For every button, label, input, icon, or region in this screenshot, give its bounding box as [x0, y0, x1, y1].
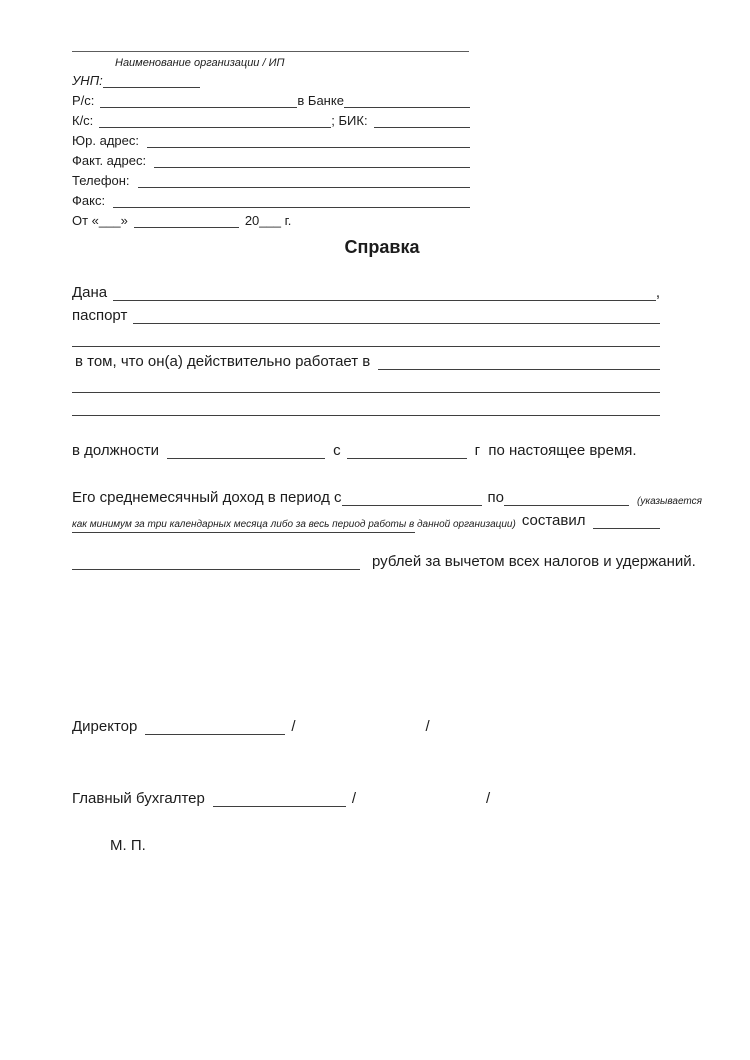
income-note-start: (указывается — [637, 496, 702, 507]
director-slash-1: / — [291, 718, 296, 735]
phone-label: Телефон: — [72, 173, 130, 188]
passport-row — [72, 304, 660, 327]
ks-row — [72, 111, 470, 131]
position-row — [72, 439, 682, 462]
bank-blank — [344, 107, 470, 108]
amount-blank — [593, 528, 660, 529]
phone-row — [72, 171, 470, 191]
ks-label: К/с: — [72, 113, 94, 128]
income-note-row — [72, 509, 660, 532]
actual-address-blank — [154, 167, 470, 168]
income-note-text: как минимум за три календарных месяца либо за весь период работы в данной организации) — [72, 519, 516, 530]
amount-continuation-row — [72, 532, 660, 536]
rubles-row — [72, 550, 696, 573]
issued-comma: , — [655, 284, 660, 301]
issued-name-blank — [113, 300, 656, 301]
works-continuation-row-2 — [72, 396, 660, 419]
works-continuation-blank-1 — [72, 392, 660, 393]
passport-continuation-blank — [72, 346, 660, 347]
to-label: по — [487, 489, 505, 506]
income-row — [72, 486, 702, 509]
passport-blank — [133, 323, 660, 324]
works-continuation-row-1 — [72, 373, 660, 396]
stamp-row — [110, 834, 660, 857]
date-row — [72, 211, 470, 231]
ks-blank — [99, 127, 331, 128]
rs-blank — [100, 107, 297, 108]
works-place-blank — [378, 369, 660, 370]
phone-blank — [138, 187, 470, 188]
rubles-amount-blank — [72, 569, 360, 570]
legal-address-blank — [147, 147, 470, 148]
date-year-label: 20___ г. — [244, 213, 292, 228]
present-time-label: г по настоящее время. — [474, 442, 637, 459]
legal-address-label: Юр. адрес: — [72, 133, 139, 148]
bank-label: в Банке — [297, 93, 344, 108]
date-blank — [134, 227, 239, 228]
director-signature-blank — [145, 734, 285, 735]
accountant-row — [72, 787, 660, 810]
passport-label: паспорт — [72, 307, 128, 324]
org-name-blank — [72, 46, 469, 52]
works-continuation-blank-2 — [72, 415, 660, 416]
director-slash-2: / — [425, 718, 430, 735]
income-to-blank — [504, 505, 629, 506]
fax-label: Факс: — [72, 193, 106, 208]
works-row — [72, 350, 660, 373]
unp-label: УНП: — [72, 73, 103, 88]
from-date-blank — [347, 458, 467, 459]
income-from-blank — [342, 505, 482, 506]
legal-address-row — [72, 131, 470, 151]
passport-continuation-row — [72, 327, 660, 350]
director-label: Директор — [72, 718, 138, 735]
director-row — [72, 715, 660, 738]
from-label: с — [333, 442, 341, 459]
rs-label: Р/с: — [72, 93, 95, 108]
position-label: в должности — [72, 442, 160, 459]
position-blank — [167, 458, 325, 459]
fax-blank — [113, 207, 470, 208]
issued-row — [72, 281, 660, 304]
fax-row — [72, 191, 470, 211]
unp-row — [72, 71, 470, 91]
amount-continuation-blank — [72, 532, 415, 533]
rubles-label: рублей за вычетом всех налогов и удержаний. — [372, 553, 696, 570]
bik-blank — [374, 127, 470, 128]
issued-label: Дана — [72, 284, 108, 301]
accountant-slash-2: / — [486, 790, 491, 807]
actual-address-row — [72, 151, 470, 171]
stamp-label: М. П. — [110, 837, 146, 854]
signature-block — [72, 715, 660, 857]
date-prefix-label: От «___» — [72, 213, 128, 228]
org-name-caption: Наименование организации / ИП — [115, 57, 285, 69]
accountant-signature-blank — [213, 806, 346, 807]
income-label: Его среднемесячный доход в период с — [72, 489, 342, 506]
bik-label: ; БИК: — [331, 113, 368, 128]
accountant-slash-1: / — [351, 790, 357, 807]
unp-blank — [103, 87, 200, 88]
amount-label: составил — [521, 512, 586, 529]
rs-row — [72, 91, 470, 111]
actual-address-label: Факт. адрес: — [72, 153, 147, 168]
document-body — [72, 281, 702, 573]
works-label: в том, что он(а) действительно работает в — [75, 353, 371, 370]
accountant-label: Главный бухгалтер — [72, 790, 205, 807]
document-title: Справка — [344, 237, 420, 257]
org-header-block — [72, 46, 470, 231]
